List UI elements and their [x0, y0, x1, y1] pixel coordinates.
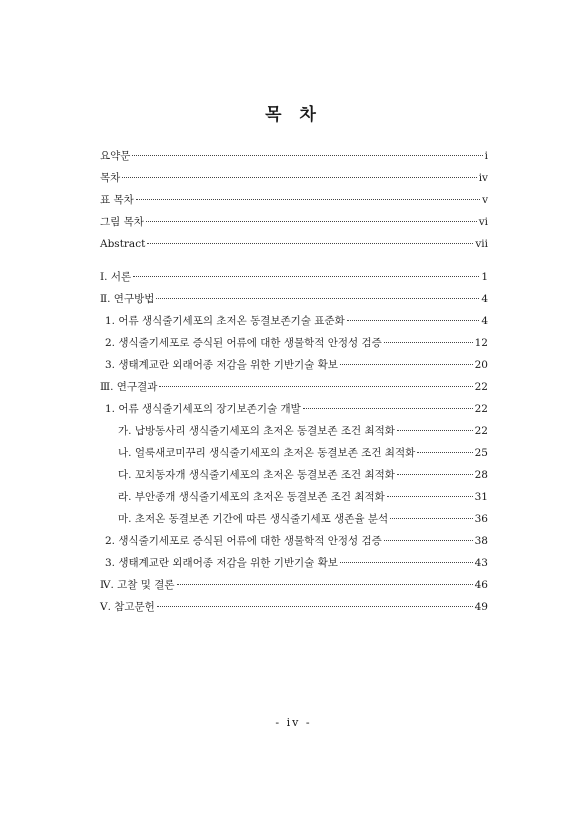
toc-entry-page: 25 — [474, 447, 488, 459]
toc-entry-page: 49 — [474, 601, 488, 613]
leader-dots — [340, 561, 473, 563]
leader-dots — [147, 242, 473, 244]
toc-entry-page: 22 — [474, 381, 488, 393]
toc-entry-page: 31 — [474, 491, 488, 503]
toc-entry-label: 그림 목차 — [100, 216, 144, 228]
toc-entry-label: 1. 어류 생식줄기세포의 초저온 동결보존기술 표준화 — [105, 315, 345, 327]
toc-entry-subsection — [118, 489, 488, 505]
toc-entry-chapter-3 — [100, 379, 488, 395]
leader-dots — [133, 275, 479, 277]
toc-entry-figure-list — [100, 214, 488, 230]
toc-entry-label: 1. 어류 생식줄기세포의 장기보존기술 개발 — [105, 403, 301, 415]
leader-dots — [387, 495, 473, 497]
leader-dots — [146, 220, 477, 222]
toc-entry-page: v — [482, 194, 488, 206]
leader-dots — [390, 517, 472, 519]
toc-entry-page: 12 — [474, 337, 488, 349]
toc-entry-label: Ⅱ. 연구방법 — [100, 293, 155, 305]
toc-entry-label: Ⅰ. 서론 — [100, 271, 132, 283]
page-title: 목 차 — [265, 105, 322, 125]
leader-dots — [340, 363, 473, 365]
leader-dots — [347, 319, 480, 321]
toc-entry-label: 요약문 — [100, 150, 131, 162]
toc-entry-page: 22 — [474, 403, 488, 415]
toc-entry-label: 표 목차 — [100, 194, 134, 206]
toc-entry-label: 다. 꼬치동자개 생식줄기세포의 초저온 동결보존 조건 최적화 — [118, 469, 395, 481]
toc-entry-table-list — [100, 192, 488, 208]
leader-dots — [303, 407, 473, 409]
toc-entry-page: 1 — [481, 271, 488, 283]
leader-dots — [384, 539, 473, 541]
toc-entry-label: 마. 초저온 동결보존 기간에 따른 생식줄기세포 생존율 분석 — [118, 513, 389, 525]
toc-entry-label: 3. 생태계교란 외래어종 저감을 위한 기반기술 확보 — [105, 557, 338, 569]
toc-entry-page: 38 — [474, 535, 488, 547]
leader-dots — [397, 429, 473, 431]
toc-entry-label: 나. 얼룩새코미꾸리 생식줄기세포의 초저온 동결보존 조건 최적화 — [118, 447, 416, 459]
toc-entry-page: iv — [478, 172, 488, 184]
toc-entry-abstract — [100, 236, 488, 252]
toc-entry-section — [105, 335, 488, 351]
page-number-footer: - iv - — [275, 716, 312, 729]
toc-entry-contents — [100, 170, 488, 186]
toc-entry-label: Abstract — [100, 238, 146, 250]
leader-dots — [122, 176, 476, 178]
toc-entry-summary — [100, 148, 488, 164]
toc-entry-subsection — [118, 467, 488, 483]
toc-entry-page: 4 — [481, 315, 488, 327]
toc-entry-section — [105, 313, 488, 329]
leader-dots — [384, 341, 473, 343]
toc-entry-label: 가. 납방동사리 생식줄기세포의 초저온 동결보존 조건 최적화 — [118, 425, 395, 437]
toc-entry-label: 2. 생식줄기세포로 증식된 어류에 대한 생물학적 안정성 검증 — [105, 337, 382, 349]
toc-entry-page: 36 — [474, 513, 488, 525]
toc-entry-subsection — [118, 445, 488, 461]
toc-entry-chapter-2 — [100, 291, 488, 307]
toc-entry-label: 3. 생태계교란 외래어종 저감을 위한 기반기술 확보 — [105, 359, 338, 371]
toc-entry-subsection — [118, 423, 488, 439]
toc-entry-page: 22 — [474, 425, 488, 437]
toc-entry-page: vii — [475, 238, 488, 250]
toc-entry-section — [105, 401, 488, 417]
toc-entry-page: i — [484, 150, 488, 162]
leader-dots — [177, 583, 473, 585]
toc-entry-label: Ⅳ. 고찰 및 결론 — [100, 579, 175, 591]
leader-dots — [136, 198, 480, 200]
toc-entry-section — [105, 533, 488, 549]
toc-entry-page: 28 — [474, 469, 488, 481]
toc-entry-section — [105, 357, 488, 373]
toc-entry-label: Ⅲ. 연구결과 — [100, 381, 158, 393]
toc-entry-chapter-4 — [100, 577, 488, 593]
leader-dots — [132, 154, 482, 156]
leader-dots — [159, 385, 472, 387]
toc-entry-page: 20 — [474, 359, 488, 371]
toc-entry-page: 46 — [474, 579, 488, 591]
toc-entry-page: 4 — [481, 293, 488, 305]
leader-dots — [397, 473, 473, 475]
toc-entry-chapter-1 — [100, 269, 488, 285]
toc-entry-subsection — [118, 511, 488, 527]
toc-entry-label: 2. 생식줄기세포로 증식된 어류에 대한 생물학적 안정성 검증 — [105, 535, 382, 547]
toc-entry-page: vi — [478, 216, 488, 228]
leader-dots — [157, 605, 473, 607]
toc-entry-section — [105, 555, 488, 571]
leader-dots — [156, 297, 479, 299]
toc-entry-page: 43 — [474, 557, 488, 569]
leader-dots — [417, 451, 472, 453]
toc-entry-label: Ⅴ. 참고문헌 — [100, 601, 155, 613]
toc-entry-label: 라. 부안종개 생식줄기세포의 초저온 동결보존 조건 최적화 — [118, 491, 385, 503]
toc-entry-chapter-5 — [100, 599, 488, 615]
toc-entry-label: 목차 — [100, 172, 121, 184]
